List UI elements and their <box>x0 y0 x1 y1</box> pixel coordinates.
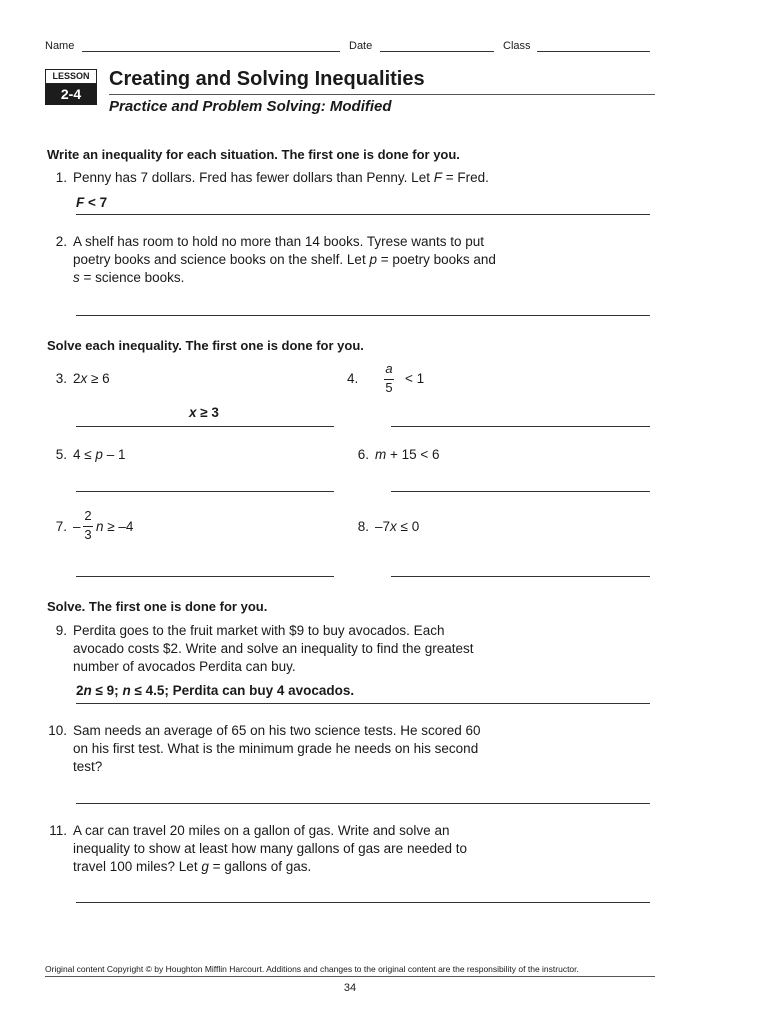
question-8-text: –7x ≤ 0 <box>375 519 420 534</box>
question-4-rest: < 1 <box>405 371 425 386</box>
date-label: Date <box>349 40 373 52</box>
question-10-line3: test? <box>73 759 103 774</box>
question-8-answer-line[interactable] <box>391 576 650 577</box>
question-11 <box>45 822 645 882</box>
title-divider <box>109 94 655 95</box>
question-9-number: 9. <box>55 623 67 638</box>
question-9-answer: 2n ≤ 9; n ≤ 4.5; Perdita can buy 4 avocados. <box>76 683 355 698</box>
question-3-answer-line[interactable] <box>76 426 334 427</box>
question-11-line3: travel 100 miles? Let g = gallons of gas. <box>73 859 312 874</box>
question-1-answer: F < 7 <box>76 195 108 210</box>
lesson-label: LESSON <box>45 69 97 84</box>
question-9 <box>45 622 645 682</box>
question-1-answer-line[interactable] <box>76 214 650 215</box>
class-field-line[interactable] <box>537 51 650 52</box>
question-6-text: m + 15 < 6 <box>375 447 440 462</box>
question-3-answer: x ≥ 3 <box>189 405 219 420</box>
footer-divider <box>45 976 655 977</box>
section2-instruction: Solve each inequality. The first one is done for you. <box>47 338 364 353</box>
name-field-line[interactable] <box>82 51 340 52</box>
class-label: Class <box>503 40 531 52</box>
name-label: Name <box>45 40 75 52</box>
question-2-line3: s = science books. <box>73 270 185 285</box>
question-10-line1: Sam needs an average of 65 on his two science tests. He scored 60 <box>73 723 481 738</box>
question-11-number: 11. <box>49 823 67 838</box>
question-10-line2: on his first test. What is the minimum grade he needs on his second <box>73 741 479 756</box>
lesson-number: 2-4 <box>45 84 97 105</box>
question-10-number: 10. <box>48 723 67 738</box>
question-9-line3: number of avocados Perdita can buy. <box>73 659 296 674</box>
question-10-answer-line[interactable] <box>76 803 650 804</box>
question-9-line2: avocado costs $2. Write and solve an inequality to find the greatest <box>73 641 474 656</box>
question-4-numerator: a <box>385 361 393 376</box>
question-7-denominator: 3 <box>84 527 92 542</box>
section3-instruction: Solve. The first one is done for you. <box>47 599 268 614</box>
section1-instruction: Write an inequality for each situation. The first one is done for you. <box>47 147 460 162</box>
question-2-answer-line[interactable] <box>76 315 650 316</box>
question-11-line1: A car can travel 20 miles on a gallon of gas. Write and solve an <box>73 823 450 838</box>
question-6-number: 6. <box>357 447 369 462</box>
question-2-line2: poetry books and science books on the shelf. Let p = poetry books and <box>73 252 496 267</box>
page-subtitle: Practice and Problem Solving: Modified <box>109 98 392 115</box>
question-1-number: 1. <box>55 170 67 185</box>
question-5-answer-line[interactable] <box>76 491 334 492</box>
question-2 <box>45 233 645 293</box>
date-field-line[interactable] <box>380 51 494 52</box>
question-9-line1: Perdita goes to the fruit market with $9 to buy avocados. Each <box>73 623 445 638</box>
page-title: Creating and Solving Inequalities <box>109 68 425 90</box>
question-7-sign: – <box>73 519 81 534</box>
question-10 <box>45 722 645 782</box>
question-4-number: 4. <box>347 371 359 386</box>
copyright-notice: Original content Copyright © by Houghton Mifflin Harcourt. Additions and changes to the original content are the responsibility of the instructor. <box>45 964 579 974</box>
question-6-answer-line[interactable] <box>391 491 650 492</box>
lesson-badge <box>45 69 97 105</box>
question-8-number: 8. <box>357 519 369 534</box>
question-4-denominator: 5 <box>385 380 393 395</box>
question-5-number: 5. <box>55 447 67 462</box>
page-number: 34 <box>343 982 357 994</box>
question-7-answer-line[interactable] <box>76 576 334 577</box>
question-5-text: 4 ≤ p – 1 <box>73 447 126 462</box>
question-3-number: 3. <box>55 371 67 386</box>
question-2-line1: A shelf has room to hold no more than 14 books. Tyrese wants to put <box>73 234 484 249</box>
question-11-answer-line[interactable] <box>76 902 650 903</box>
question-3-text: 2x ≥ 6 <box>73 371 110 386</box>
question-2-number: 2. <box>55 234 67 249</box>
question-11-line2: inequality to show at least how many gallons of gas are needed to <box>73 841 467 856</box>
question-1-text: Penny has 7 dollars. Fred has fewer dollars than Penny. Let F = Fred. <box>73 170 489 185</box>
question-4-answer-line[interactable] <box>391 426 650 427</box>
question-7-rest: n ≥ –4 <box>96 519 134 534</box>
question-9-answer-line[interactable] <box>76 703 650 704</box>
question-7-numerator: 2 <box>84 508 92 523</box>
